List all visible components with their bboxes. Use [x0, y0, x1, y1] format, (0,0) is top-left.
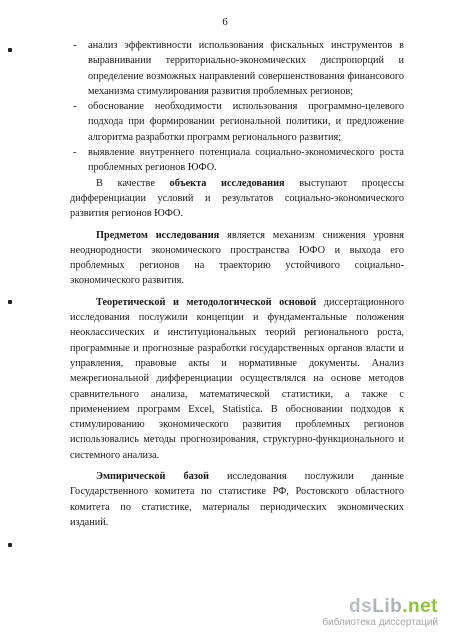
bullet-dash: - — [73, 40, 77, 51]
term-object: объекта исследования — [169, 177, 285, 189]
dslib-watermark — [312, 596, 438, 628]
binding-hole-mark — [8, 543, 12, 547]
list-item-text: анализ эффективности использования фискальных инструментов в выравнивании территориально-экономических диспропорций и определение возможных направлений совершенствования финансового механизма стимулирования развития проблемных регионов; — [88, 40, 404, 97]
dslib-logo: dsLib.net — [349, 596, 438, 617]
list-item-text: выявление внутреннего потенциала социально-экономического роста проблемных регионов ЮФО. — [88, 147, 404, 174]
term-methodology: Теоретической и методологической основой — [96, 296, 317, 308]
list-item — [70, 145, 404, 176]
bullet-dash: - — [73, 147, 77, 159]
term-empirical-base: Эмпирической базой — [96, 471, 209, 483]
body-text — [70, 38, 404, 530]
bullet-dash: - — [73, 101, 77, 113]
page-number: 6 — [222, 16, 228, 28]
paragraph-object: В качестве объекта исследования выступают процессы дифференциации условий и результатов социально-экономического развития регионов ЮФО. — [70, 177, 405, 220]
list-item — [70, 38, 404, 99]
binding-hole-mark — [8, 48, 12, 52]
paragraph-empirical-base: Эмпирической базой исследования послужили данные Государственного комитета по статистике РФ, Ростовского областного комитета по статистике, материалы периодических экономических изданий. — [70, 471, 404, 528]
paragraph-methodology: Теоретической и методологической основой диссертационного исследования послужили концепции и фундаментальные положения неоклассических и институциональных теорий регионального роста, программные и прогнозные разработки государственных органов власти и управления, правовые акты и нормативные документы. Анализ межрегиональной дифференциации осуществлялся на основе методов сравнительного анализа, математической статистики, а также с применением программ Excel, Statistica. В обосновании подходов к стимулированию экономического развития проблемных регионов использовались методы прогнозирования, структурно-функционального и системного анализа. — [70, 296, 404, 461]
binding-hole-mark — [8, 300, 12, 304]
list-item — [70, 99, 404, 145]
watermark-subtitle: библиотека диссертаций — [322, 617, 438, 628]
paragraph-subject: Предметом исследования является механизм снижения уровня неоднородности экономического пространства ЮФО и выхода его проблемных регионов на траекторию устойчивого социально-экономического развития. — [70, 229, 404, 287]
term-subject: Предметом исследования — [96, 229, 220, 241]
list-item-text: обоснование необходимости использования программно-целевого подхода при формировании региональной политики, и предложение алгоритма разработки программ регионального развития; — [88, 101, 404, 143]
